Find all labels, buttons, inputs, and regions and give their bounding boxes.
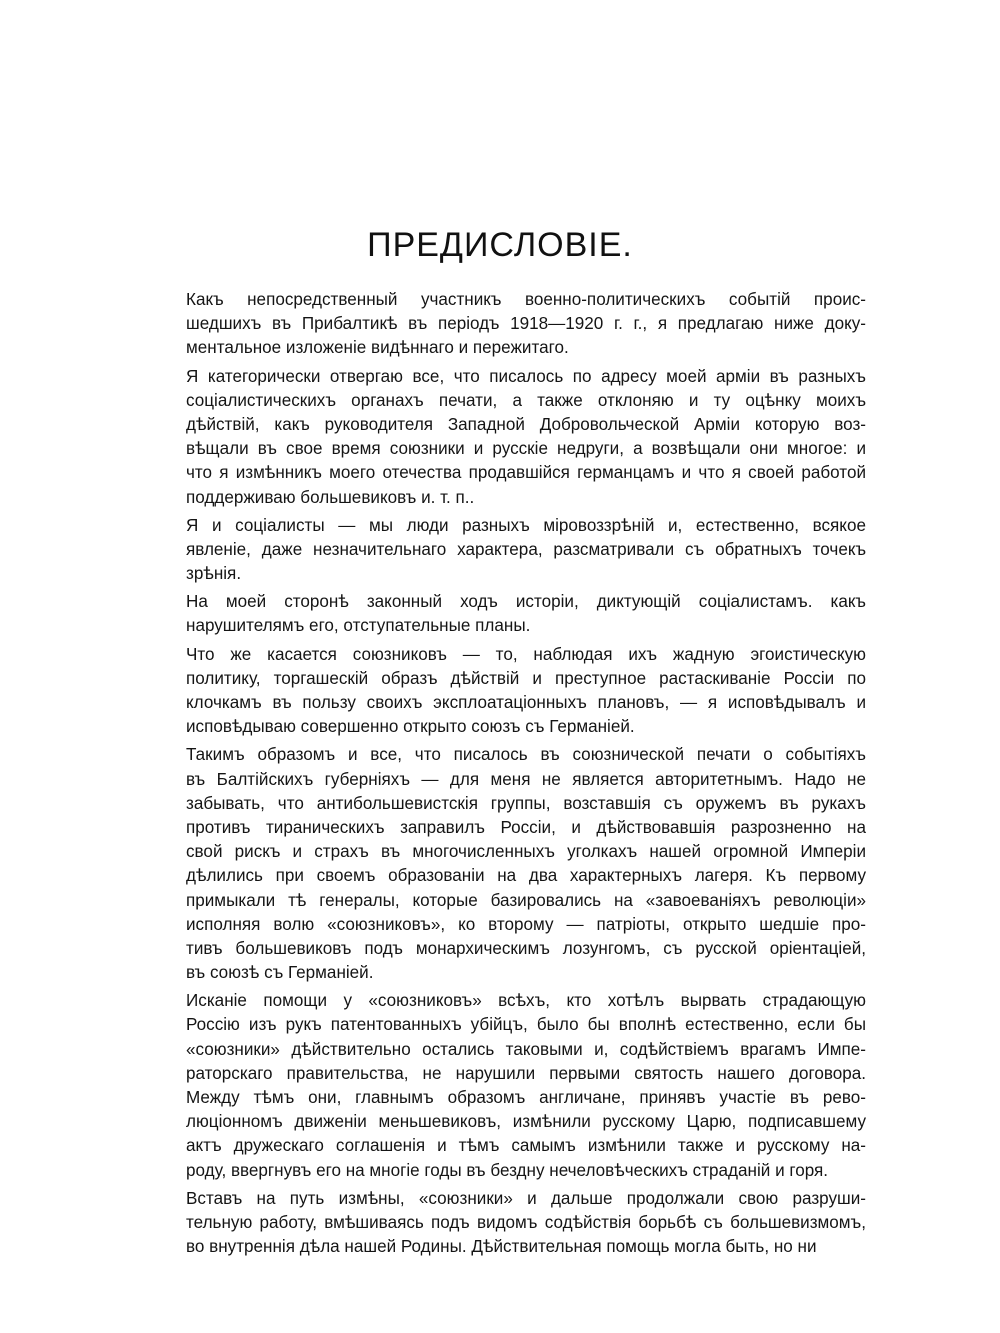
text-line: вѣщали въ свое время союзники и русскіе недруги, а возвѣщали они многое: и — [186, 439, 866, 459]
paragraph — [186, 514, 866, 587]
paragraph — [186, 989, 866, 1183]
text-line: Исканіе помощи у «союзниковъ» всѣхъ, кто хотѣлъ вырвать страдающую — [186, 991, 866, 1011]
text-line: Я и соціалисты — мы люди разныхъ міровоззрѣній и, естественно, всякое — [186, 515, 866, 535]
page-title: ПРЕДИСЛОВІЕ. — [367, 226, 633, 264]
paragraph — [186, 643, 866, 740]
text-line: примыкали тѣ генералы, которые базировались на «завоеваніяхъ революціи» — [186, 890, 866, 910]
text-line: нарушителямъ его, отступательные планы. — [186, 616, 531, 636]
text-line: зрѣнія. — [186, 564, 242, 584]
text-line: во внутреннія дѣла нашей Родины. Дѣйствительная помощь могла быть, но ни — [186, 1237, 817, 1257]
text-line: Россію изъ рукъ патентованныхъ убійцъ, было бы вполнѣ естественно, если бы — [186, 1015, 866, 1035]
text-line: свой рискъ и страхъ въ многочисленныхъ уголкахъ нашей огромной Имперіи — [186, 842, 866, 862]
text-line: дѣйствій, какъ руководителя Западной Добровольческой Арміи которую воз- — [186, 414, 866, 434]
text-line: Вставъ на путь измѣны, «союзники» и дальше продолжали свою разруши- — [186, 1188, 866, 1208]
text-line: На моей сторонѣ законный ходъ исторіи, диктующій соціалистамъ. какъ — [186, 592, 866, 612]
text-line: Такимъ образомъ и все, что писалось въ союзнической печати о событіяхъ — [186, 745, 866, 765]
text-line: въ Балтійскихъ губерніяхъ — для меня не является авторитетнымъ. Надо не — [186, 769, 866, 789]
text-line: клочкамъ въ пользу своихъ эксплоатаціонныхъ плановъ, — я исповѣдывалъ и — [186, 693, 866, 712]
text-line: актъ дружескаго соглашенія и тѣмъ самымъ измѣнили также и русскому на- — [186, 1136, 866, 1156]
text-line: забывать, что антибольшевистскія группы, возставшія съ оружемъ въ рукахъ — [186, 793, 866, 813]
text-line: въ союзѣ съ Германіей. — [186, 963, 374, 983]
text-line: Что же касается союзниковъ — то, наблюдая ихъ жадную эгоистическую — [186, 644, 866, 664]
text-line: ментальное изложеніе видѣннаго и пережитаго. — [186, 338, 569, 358]
text-line: дѣлились при своемъ образованіи на два характерныхъ лагеря. Къ первому — [186, 866, 866, 886]
paragraph — [186, 288, 866, 361]
paragraph — [186, 1187, 866, 1260]
text-line: шедшихъ въ Прибалтикѣ въ періодъ 1918—1920 г. г., я предлагаю ниже доку- — [186, 314, 866, 334]
text-line: поддерживаю большевиковъ и. т. п.. — [186, 487, 475, 507]
text-line: люціонномъ движеніи меньшевиковъ, измѣнили русскому Царю, подписавшему — [186, 1112, 866, 1132]
text-line: соціалистическихъ органахъ печати, а также отклоняю и ту оцѣнку моихъ — [186, 390, 866, 410]
text-line: Между тѣмъ они, главнымъ образомъ англичане, принявъ участіе въ рево- — [186, 1088, 866, 1107]
paragraph — [186, 743, 866, 985]
text-line: исповѣдываю совершенно открыто союзъ съ Германіей. — [186, 717, 635, 737]
paragraph — [186, 590, 866, 638]
text-line: «союзники» дѣйствительно остались таковыми и, содѣйствіемъ врагамъ Импе- — [186, 1039, 866, 1059]
text-line: раторскаго правительства, не нарушили первыми святость нашего договора. — [186, 1063, 866, 1083]
text-line: Какъ непосредственный участникъ военно-политическихъ событій проис- — [186, 290, 866, 309]
text-line: противъ тираническихъ заправилъ Россіи, и дѣйствовавшія разрозненно на — [186, 817, 866, 837]
text-line: исполняя волю «союзниковъ», ко второму — патріоты, открыто шедшіе про- — [186, 914, 866, 934]
paragraph — [186, 365, 866, 510]
body-text — [186, 288, 866, 1263]
text-line: тивъ большевиковъ подъ монархическимъ лозунгомъ, съ русской оріентаціей, — [186, 938, 866, 958]
text-line: роду, ввергнувъ его на многіе годы въ бездну нечеловѣческихъ страданій и горя. — [186, 1160, 829, 1180]
text-line: что я измѣнникъ моего отечества продавшійся германцамъ и что я своей работой — [186, 463, 866, 483]
text-line: политику, торгашескій образъ дѣйствій и преступное растаскиваніе Россіи по — [186, 668, 866, 688]
text-line: Я категорически отвергаю все, что писалось по адресу моей арміи въ разныхъ — [186, 366, 866, 386]
text-line: тельную работу, вмѣшиваясь подъ видомъ содѣйствія борьбѣ съ большевизмомъ, — [186, 1212, 866, 1232]
text-line: явленіе, даже незначительнаго характера, разсматривали съ обратныхъ точекъ — [186, 539, 866, 559]
